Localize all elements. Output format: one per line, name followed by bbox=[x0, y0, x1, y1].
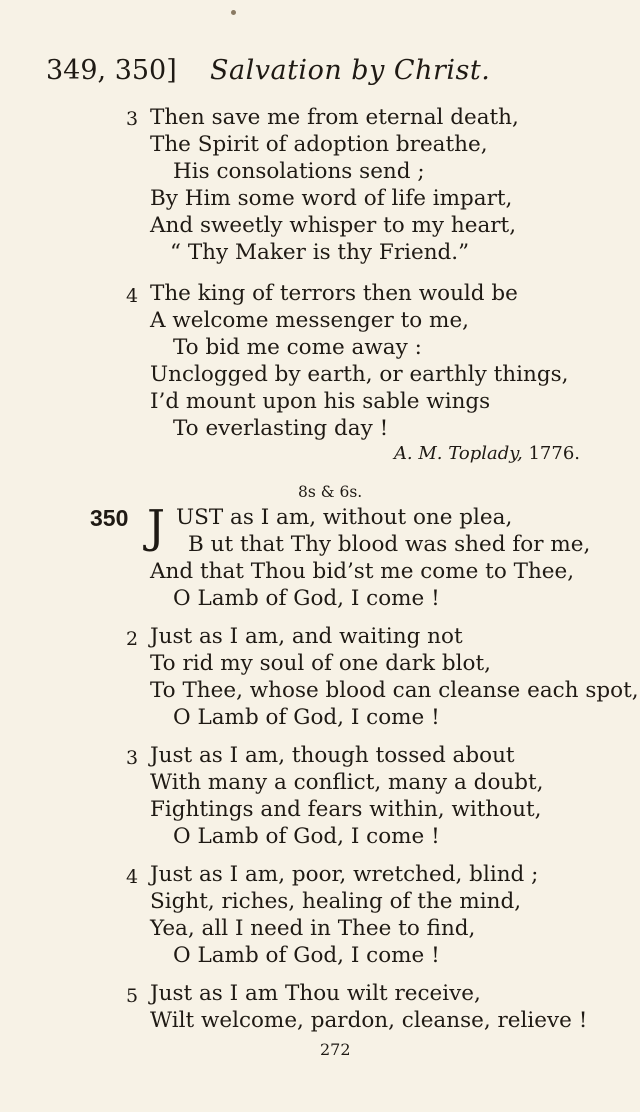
running-header-hymn-numbers: 349, 350] bbox=[46, 55, 177, 86]
verse-number: 5 bbox=[126, 985, 139, 1007]
verse-line: The Spirit of adoption breathe, bbox=[150, 132, 488, 157]
verse-line: Sight, riches, healing of the mind, bbox=[150, 889, 522, 914]
drop-cap: J bbox=[147, 500, 166, 553]
verse-line: And sweetly whisper to my heart, bbox=[150, 213, 517, 238]
attribution-author: A. M. Toplady, bbox=[393, 443, 523, 464]
running-header-section-title: Salvation by Christ. bbox=[210, 55, 491, 86]
page-number: 272 bbox=[320, 1040, 351, 1059]
verse-line: UST as I am, without one plea, bbox=[176, 505, 513, 530]
verse-line: Unclogged by earth, or earthly things, bbox=[150, 362, 569, 387]
verse-line: Just as I am, and waiting not bbox=[150, 624, 463, 649]
verse-line: Just as I am, poor, wretched, blind ; bbox=[150, 862, 539, 887]
verse-line: To everlasting day ! bbox=[173, 416, 389, 441]
verse-line: Wilt welcome, pardon, cleanse, relieve ! bbox=[150, 1008, 588, 1033]
verse-line: Yea, all I need in Thee to find, bbox=[150, 916, 476, 941]
print-speck bbox=[231, 10, 236, 15]
verse-line: Fightings and fears within, without, bbox=[150, 797, 542, 822]
verse-line: The king of terrors then would be bbox=[150, 281, 518, 306]
verse-line: Then save me from eternal death, bbox=[150, 105, 519, 130]
verse-line: To bid me come away : bbox=[173, 335, 422, 360]
verse-number: 4 bbox=[126, 285, 139, 307]
verse-number: 4 bbox=[126, 866, 139, 888]
hymn-attribution bbox=[394, 443, 580, 464]
verse-number: 3 bbox=[126, 747, 139, 769]
verse-line: O Lamb of God, I come ! bbox=[173, 705, 440, 730]
hymn-number: 350 bbox=[90, 505, 129, 531]
verse-line: Just as I am, though tossed about bbox=[150, 743, 515, 768]
verse-line: His consolations send ; bbox=[173, 159, 425, 184]
verse-line: By Him some word of life impart, bbox=[150, 186, 513, 211]
verse-line: “ Thy Maker is thy Friend.” bbox=[170, 240, 470, 265]
attribution-year: 1776. bbox=[528, 443, 580, 464]
verse-line: With many a conflict, many a doubt, bbox=[150, 770, 544, 795]
verse-line: To Thee, whose blood can cleanse each spot, bbox=[150, 678, 639, 703]
verse-line: B ut that Thy blood was shed for me, bbox=[188, 532, 591, 557]
verse-line: O Lamb of God, I come ! bbox=[173, 824, 440, 849]
verse-line: And that Thou bid’st me come to Thee, bbox=[150, 559, 575, 584]
verse-line: Just as I am Thou wilt receive, bbox=[150, 981, 481, 1006]
verse-number: 2 bbox=[126, 628, 139, 650]
hymn-meter: 8s & 6s. bbox=[298, 483, 363, 501]
verse-line: A welcome messenger to me, bbox=[150, 308, 470, 333]
verse-line: I’d mount upon his sable wings bbox=[150, 389, 491, 414]
verse-line: O Lamb of God, I come ! bbox=[173, 943, 440, 968]
verse-line: O Lamb of God, I come ! bbox=[173, 586, 440, 611]
verse-number: 3 bbox=[126, 108, 139, 130]
verse-line: To rid my soul of one dark blot, bbox=[150, 651, 491, 676]
